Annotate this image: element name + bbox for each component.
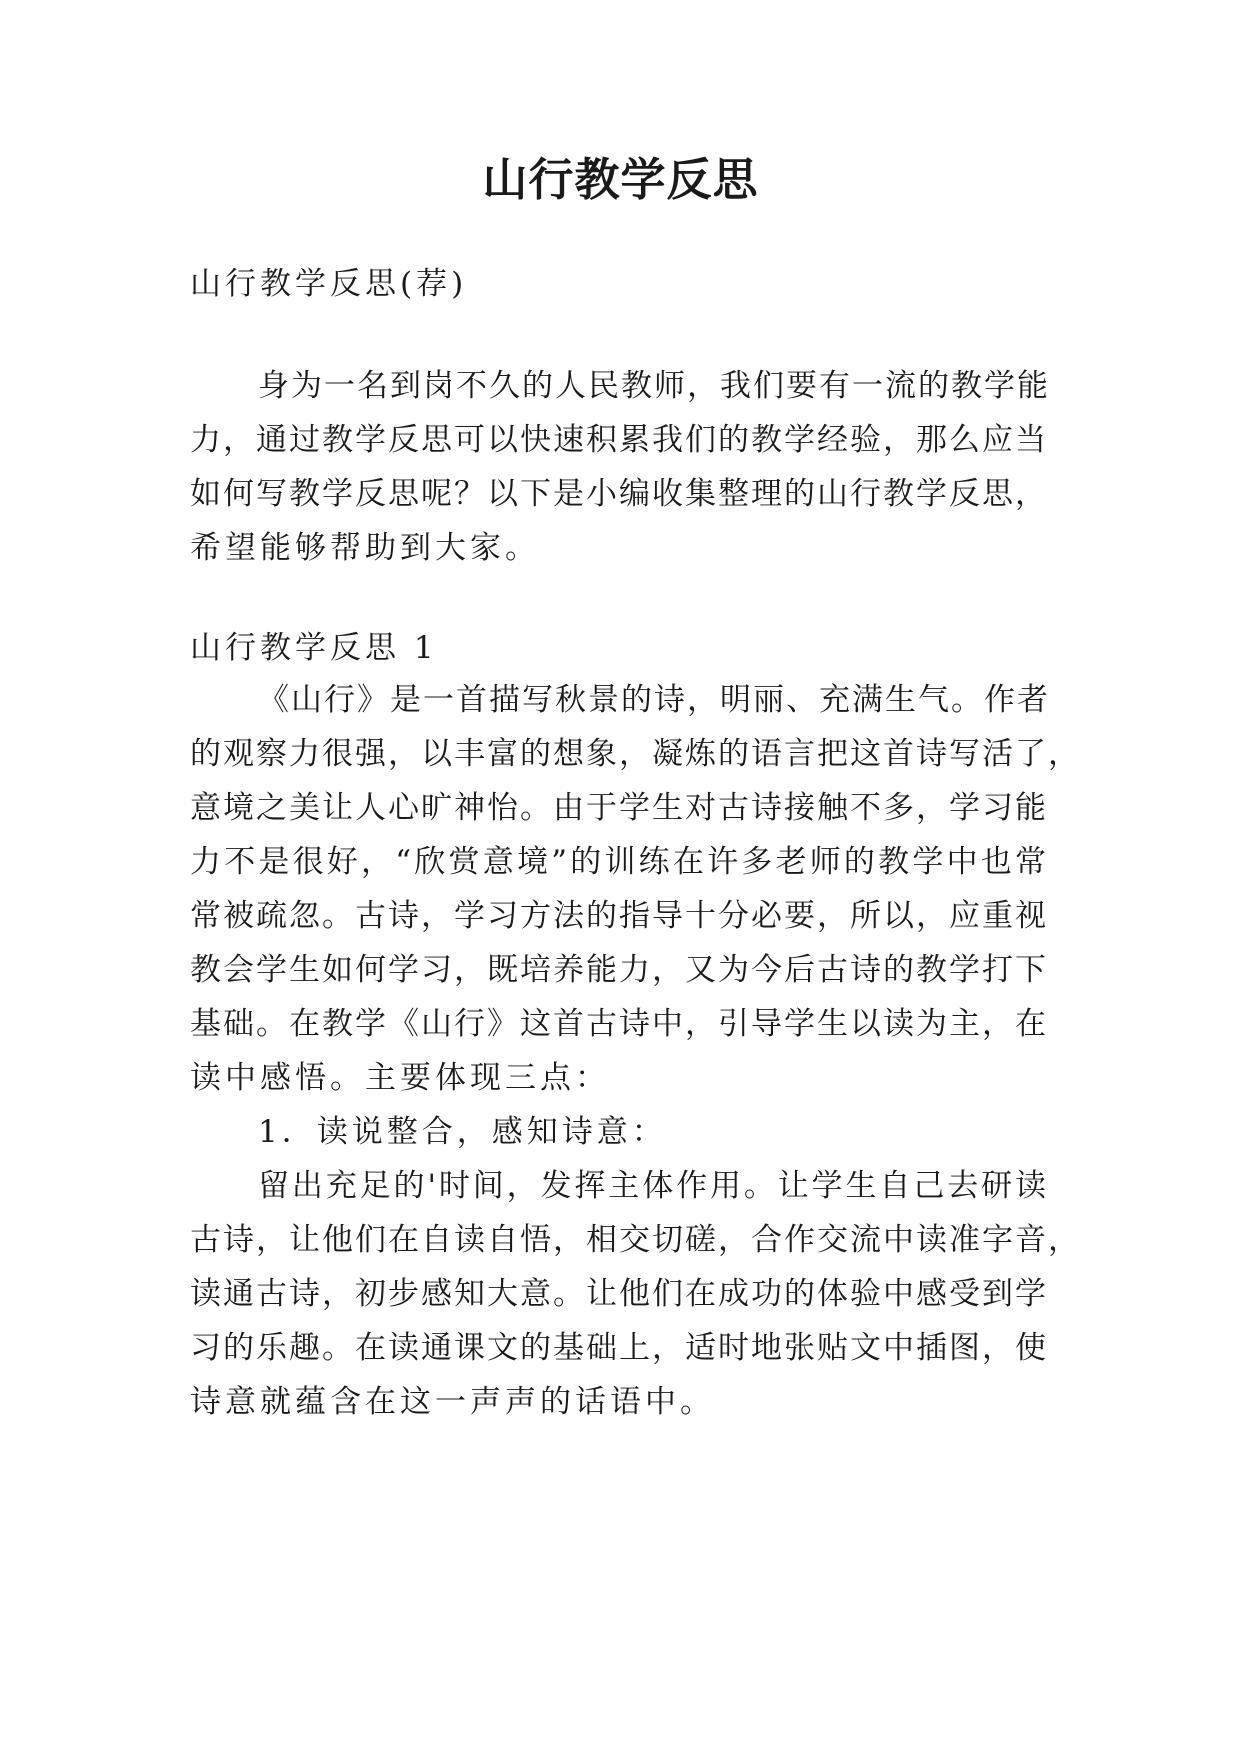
section-line: 基础。在教学《山行》这首古诗中，引导学生以读为主，在 (190, 1006, 1048, 1042)
intro-line: 希望能够帮助到大家。 (190, 530, 540, 566)
point-line: 诗意就蕴含在这一声声的话语中。 (190, 1384, 715, 1420)
section-line: 读中感悟。主要体现三点： (190, 1060, 610, 1096)
intro-line: 身为一名到岗不久的人民教师，我们要有一流的教学能 (258, 368, 1050, 404)
section-line: 力不是很好，“欣赏意境”的训练在许多老师的教学中也常 (190, 844, 1048, 880)
section-line: 教会学生如何学习，既培养能力，又为今后古诗的教学打下 (190, 952, 1048, 988)
point-line: 习的乐趣。在读通课文的基础上，适时地张贴文中插图，使 (190, 1330, 1048, 1366)
point-line: 古诗，让他们在自读自悟，相交切磋，合作交流中读准字音， (190, 1222, 1081, 1258)
point-line: 读通古诗，初步感知大意。让他们在成功的体验中感受到学 (190, 1276, 1048, 1312)
point-heading: 1．读说整合，感知诗意： (258, 1114, 667, 1150)
section-line: 《山行》是一首描写秋景的诗，明丽、充满生气。作者 (258, 682, 1050, 718)
document-subtitle: 山行教学反思(荐) (190, 266, 468, 302)
section-line: 意境之美让人心旷神怡。由于学生对古诗接触不多，学习能 (190, 790, 1048, 826)
document-title: 山行教学反思 (482, 153, 759, 206)
section-line: 常被疏忽。古诗，学习方法的指导十分必要，所以，应重视 (190, 898, 1048, 934)
section-heading: 山行教学反思 1 (190, 630, 438, 666)
point-line: 留出充足的'时间，发挥主体作用。让学生自己去研读 (258, 1168, 1048, 1204)
intro-line: 如何写教学反思呢？以下是小编收集整理的山行教学反思， (190, 476, 1048, 512)
section-line: 的观察力很强，以丰富的想象，凝炼的语言把这首诗写活了， (190, 736, 1081, 772)
intro-line: 力，通过教学反思可以快速积累我们的教学经验，那么应当 (190, 422, 1048, 458)
